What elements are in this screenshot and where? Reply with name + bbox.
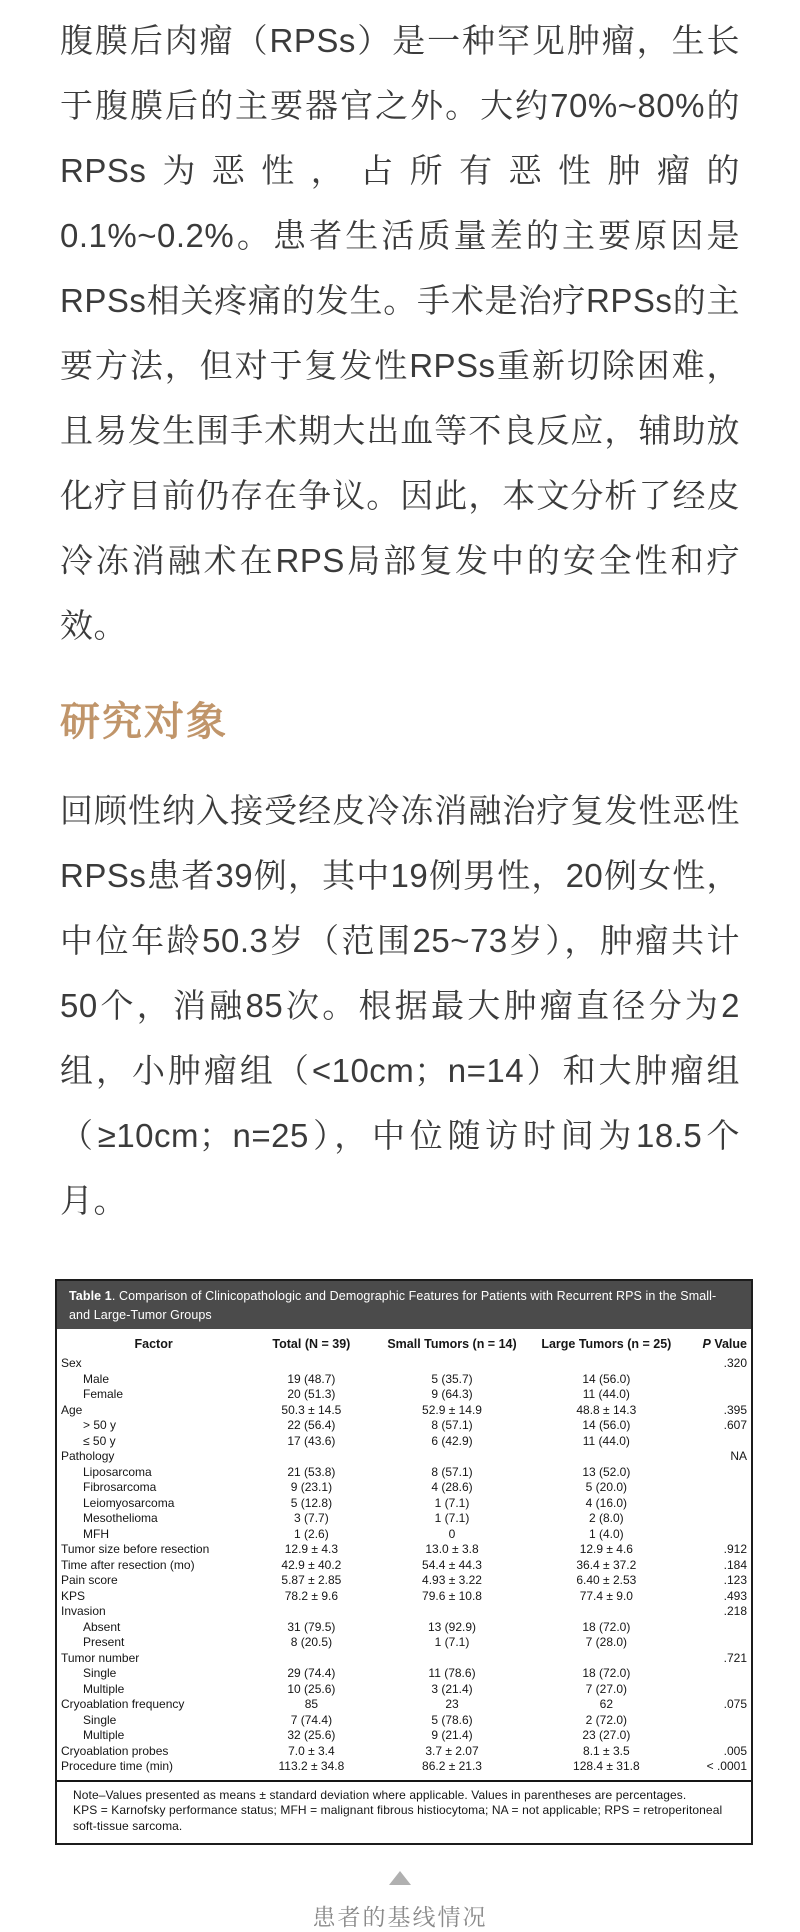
value-cell: 8 (57.1) (431, 1418, 473, 1432)
value-cell: .395 (723, 1402, 747, 1417)
factor-cell: Single (83, 1666, 117, 1680)
value-cell (246, 1356, 376, 1372)
value-cell: 14 (56.0) (582, 1418, 631, 1432)
value-cell: 77.4 ± 9.0 (579, 1588, 633, 1603)
factor-cell: Mesothelioma (83, 1511, 158, 1525)
table-row (61, 1666, 747, 1682)
table-row (61, 1651, 747, 1667)
value-cell: .493 (723, 1588, 747, 1603)
intro-paragraph: 腹膜后肉瘤（RPSs）是一种罕见肿瘤，生长于腹膜后的主要器官之外。大约70%~80%的RPSs为恶性，占所有恶性肿瘤的0.1%~0.2%。患者生活质量差的主要原因是RPSs相关疼痛的发生。手术是治疗RPSs的主要方法，但对于复发性RPSs重新切除困难，且易发生围手术期大出血等不良反应，辅助放化疗目前仍存在争议。因此，本文分析了经皮冷冻消融术在RPS局部复发中的安全性和疗效。 (60, 22, 740, 644)
value-cell (527, 1604, 685, 1620)
table-row (61, 1372, 747, 1388)
value-cell: 6.40 ± 2.53 (576, 1573, 637, 1587)
factor-cell: Invasion (61, 1604, 106, 1618)
value-cell: 5.87 ± 2.85 (281, 1573, 342, 1587)
table-row (61, 1387, 747, 1403)
factor-cell: Tumor size before resection (61, 1542, 210, 1556)
value-cell: 17 (43.6) (287, 1433, 336, 1448)
factor-cell: Procedure time (min) (61, 1759, 174, 1773)
value-cell: 79.6 ± 10.8 (422, 1588, 482, 1603)
value-cell: 5 (20.0) (585, 1480, 628, 1494)
table-row (61, 1573, 747, 1589)
figure-caption: 患者的基线情况 (312, 1904, 488, 1930)
value-cell: .184 (723, 1557, 747, 1572)
footnote-note: Note–Values presented as means ± standard deviation where applicable. Values in parentheses are percentages. (73, 1787, 687, 1802)
value-cell: .912 (723, 1542, 747, 1556)
value-cell: 54.4 ± 44.3 (422, 1557, 482, 1572)
value-cell (246, 1449, 376, 1465)
value-cell: 11 (78.6) (428, 1666, 476, 1680)
value-cell: 50.3 ± 14.5 (281, 1402, 342, 1417)
value-cell: .218 (723, 1604, 747, 1618)
value-cell (685, 1682, 747, 1698)
value-cell (685, 1635, 747, 1651)
value-cell: 78.2 ± 9.6 (284, 1588, 339, 1603)
value-cell: 3 (21.4) (431, 1681, 473, 1696)
table-row (61, 1744, 747, 1760)
value-cell: 8 (20.5) (290, 1635, 333, 1649)
value-cell: 6 (42.9) (431, 1433, 473, 1448)
value-cell: .075 (723, 1697, 747, 1711)
section-heading-study-subjects: 研究对象 (60, 699, 228, 744)
table-row (61, 1589, 747, 1605)
table-row (61, 1356, 747, 1372)
table-row (61, 1713, 747, 1729)
value-cell: 5 (35.7) (431, 1371, 473, 1386)
value-cell: 11 (44.0) (582, 1387, 630, 1401)
value-cell: 7 (27.0) (585, 1681, 628, 1696)
value-cell: 21 (53.8) (287, 1464, 336, 1479)
value-cell: 1 (2.6) (294, 1526, 329, 1541)
value-cell: 14 (56.0) (582, 1371, 631, 1386)
value-cell: 32 (25.6) (287, 1728, 336, 1742)
value-cell: 23 (27.0) (582, 1728, 631, 1742)
table-row (61, 1682, 747, 1698)
table-row (61, 1558, 747, 1574)
value-cell: 1 (7.1) (434, 1511, 470, 1525)
table-body (61, 1356, 747, 1775)
factor-cell: Cryoablation frequency (61, 1697, 185, 1711)
value-cell: 23 (445, 1697, 459, 1711)
factor-cell: Present (83, 1635, 125, 1649)
value-cell: 2 (72.0) (585, 1712, 628, 1727)
factor-cell: Single (83, 1712, 117, 1727)
value-cell (527, 1356, 685, 1372)
value-cell: 52.9 ± 14.9 (422, 1402, 482, 1417)
table-row (61, 1728, 747, 1744)
value-cell: 13.0 ± 3.8 (425, 1542, 479, 1556)
factor-cell: Age (61, 1402, 83, 1417)
value-cell: 7 (74.4) (290, 1712, 333, 1727)
value-cell: 113.2 ± 34.8 (278, 1759, 345, 1773)
value-cell: 2 (8.0) (588, 1511, 624, 1525)
figure-footer (0, 1871, 800, 1890)
value-cell (377, 1356, 528, 1372)
factor-cell: Cryoablation probes (61, 1743, 169, 1758)
value-cell: 4 (16.0) (585, 1495, 628, 1510)
table-row (61, 1418, 747, 1434)
value-cell: 4.93 ± 3.22 (422, 1573, 482, 1587)
column-header-total: Total (N = 39) (272, 1337, 351, 1351)
value-cell: 1 (7.1) (434, 1635, 470, 1649)
table-row (61, 1403, 747, 1419)
value-cell (685, 1713, 747, 1729)
value-cell: 11 (44.0) (582, 1433, 630, 1448)
value-cell: .607 (723, 1418, 747, 1432)
value-cell (685, 1465, 747, 1481)
table1-figure (55, 1279, 753, 1845)
value-cell (685, 1728, 747, 1744)
value-cell (527, 1449, 685, 1465)
column-header-factor: Factor (134, 1337, 173, 1351)
value-cell (685, 1434, 747, 1450)
factor-cell: > 50 y (83, 1418, 117, 1432)
table-row (61, 1465, 747, 1481)
table-row (61, 1635, 747, 1651)
factor-cell: Multiple (83, 1681, 125, 1696)
table-header-row (61, 1331, 747, 1356)
column-header-p-value: P Value (702, 1337, 747, 1351)
value-cell: 4 (28.6) (431, 1480, 473, 1494)
value-cell: 128.4 ± 31.8 (573, 1759, 640, 1773)
value-cell: 29 (74.4) (287, 1666, 336, 1680)
value-cell (246, 1604, 376, 1620)
value-cell (685, 1372, 747, 1388)
value-cell (685, 1496, 747, 1512)
factor-cell: KPS (61, 1588, 86, 1603)
value-cell: 5 (12.8) (290, 1495, 333, 1510)
factor-cell: Sex (61, 1356, 82, 1370)
table-row (61, 1697, 747, 1713)
value-cell: 8.1 ± 3.5 (583, 1743, 630, 1758)
value-cell: 8 (57.1) (431, 1464, 473, 1479)
table-row (61, 1542, 747, 1558)
value-cell: 9 (23.1) (290, 1480, 333, 1494)
table-row (61, 1511, 747, 1527)
table-row (61, 1527, 747, 1543)
column-header-small-tumors: Small Tumors (n = 14) (387, 1337, 517, 1351)
table-row (61, 1449, 747, 1465)
factor-cell: MFH (83, 1526, 109, 1541)
value-cell: < .0001 (706, 1759, 747, 1773)
value-cell: 31 (79.5) (287, 1619, 336, 1634)
factor-cell: Pathology (61, 1449, 115, 1463)
factor-cell: Male (83, 1371, 110, 1386)
value-cell (246, 1651, 376, 1667)
value-cell: 1 (7.1) (434, 1495, 470, 1510)
value-cell (377, 1604, 528, 1620)
value-cell: 3.7 ± 2.07 (425, 1743, 479, 1758)
value-cell (685, 1666, 747, 1682)
value-cell: 48.8 ± 14.3 (576, 1402, 637, 1417)
table-row (61, 1496, 747, 1512)
factor-cell: Liposarcoma (83, 1464, 152, 1479)
table-row (61, 1434, 747, 1450)
value-cell (685, 1620, 747, 1636)
value-cell: NA (730, 1449, 747, 1463)
factor-cell: ≤ 50 y (83, 1433, 116, 1448)
factor-cell: Multiple (83, 1728, 125, 1742)
value-cell: 3 (7.7) (294, 1511, 329, 1525)
value-cell (377, 1651, 528, 1667)
value-cell: 18 (72.0) (582, 1666, 631, 1680)
value-cell (685, 1511, 747, 1527)
value-cell: .721 (723, 1650, 747, 1665)
column-header-large-tumors: Large Tumors (n = 25) (541, 1337, 672, 1351)
value-cell: 5 (78.6) (431, 1712, 473, 1727)
table-title-bar (57, 1281, 751, 1329)
value-cell: 12.9 ± 4.6 (579, 1542, 633, 1556)
table-title-text: . Comparison of Clinicopathologic and Demographic Features for Patients with Recurrent RPS in the Small- and Large-Tumor Groups (69, 1289, 717, 1322)
table-label: Table 1 (69, 1289, 112, 1303)
value-cell: 19 (48.7) (287, 1371, 336, 1386)
value-cell: 0 (448, 1526, 456, 1541)
value-cell: 62 (599, 1697, 614, 1711)
value-cell (685, 1527, 747, 1543)
value-cell: 85 (304, 1697, 319, 1711)
value-cell: .320 (723, 1356, 747, 1370)
factor-cell: Time after resection (mo) (61, 1557, 195, 1572)
table-row (61, 1604, 747, 1620)
value-cell: 20 (51.3) (287, 1387, 336, 1401)
footnote-abbreviations: KPS = Karnofsky performance status; MFH = malignant fibrous histiocytoma; NA = not applicable; RPS = retroperitoneal soft-tissue sarcoma. (73, 1803, 723, 1833)
value-cell: 7.0 ± 3.4 (288, 1743, 335, 1758)
value-cell: 1 (4.0) (588, 1526, 624, 1541)
value-cell: 13 (52.0) (582, 1464, 631, 1479)
value-cell: 9 (21.4) (431, 1728, 473, 1742)
value-cell (527, 1651, 685, 1667)
value-cell: 22 (56.4) (287, 1418, 336, 1432)
value-cell: 18 (72.0) (582, 1619, 631, 1634)
factor-cell: Female (83, 1387, 124, 1401)
factor-cell: Fibrosarcoma (83, 1480, 157, 1494)
value-cell: 10 (25.6) (287, 1681, 336, 1696)
factor-cell: Tumor number (61, 1650, 140, 1665)
table-row (61, 1620, 747, 1636)
value-cell: .005 (723, 1743, 747, 1758)
value-cell (685, 1480, 747, 1496)
value-cell (685, 1387, 747, 1403)
table-row (61, 1759, 747, 1775)
value-cell: 9 (64.3) (431, 1387, 473, 1401)
table1 (61, 1331, 747, 1775)
value-cell (377, 1449, 528, 1465)
factor-cell: Absent (83, 1619, 121, 1634)
value-cell: 42.9 ± 40.2 (281, 1557, 342, 1572)
value-cell: 12.9 ± 4.3 (284, 1542, 339, 1556)
value-cell: 36.4 ± 37.2 (576, 1557, 637, 1572)
factor-cell: Leiomyosarcoma (83, 1495, 175, 1510)
value-cell: 7 (28.0) (585, 1635, 628, 1649)
value-cell: 86.2 ± 21.3 (422, 1759, 482, 1773)
value-cell: 13 (92.9) (427, 1619, 477, 1634)
table-row (61, 1480, 747, 1496)
factor-cell: Pain score (61, 1573, 118, 1587)
value-cell: .123 (723, 1573, 747, 1587)
table-footnote (57, 1780, 751, 1844)
study-subjects-paragraph: 回顾性纳入接受经皮冷冻消融治疗复发性恶性RPSs患者39例，其中19例男性，20例女性，中位年龄50.3岁（范围25~73岁），肿瘤共计50个，消融85次。根据最大肿瘤直径分为2组，小肿瘤组（<10cm；n=14）和大肿瘤组（≥10cm；n=25），中位随访时间为18.5个月。 (60, 792, 740, 1219)
